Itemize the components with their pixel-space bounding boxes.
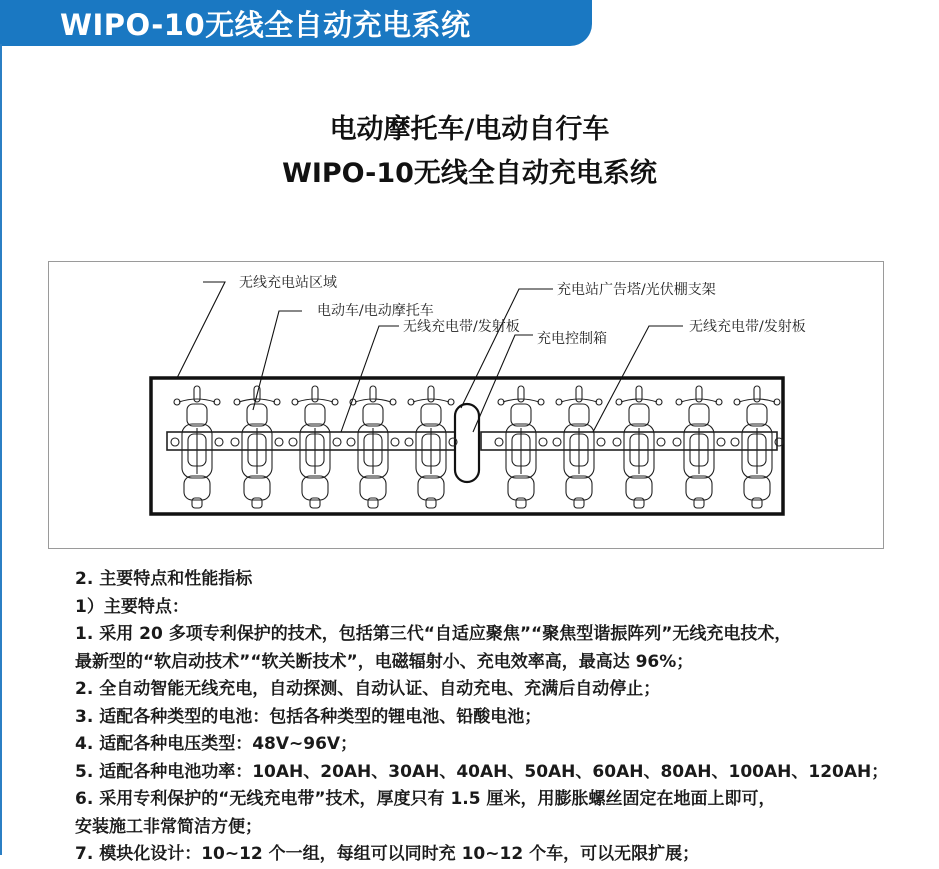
vehicle-icon: [347, 386, 399, 508]
feature-line: 安装施工非常简洁方便；: [75, 816, 262, 837]
header-banner: [0, 0, 592, 46]
page-title-line-1: 电动摩托车/电动自行车: [329, 114, 610, 145]
callout-band-right: 无线充电带/发射板: [689, 319, 806, 335]
page-title-line-2: WIPO-10无线全自动充电系统: [282, 158, 657, 189]
callout-control-box: 充电控制箱: [537, 331, 607, 347]
callout-zone: 无线充电站区域: [239, 275, 337, 291]
feature-line: 1. 采用 20 多项专利保护的技术，包括第三代“自适应聚焦”“聚焦型谐振阵列”无线充电技术，: [75, 624, 792, 644]
leader-control-box: [473, 335, 533, 432]
sub-heading: 1）主要特点：: [75, 596, 189, 617]
callout-tower: 充电站广告塔/光伏棚支架: [557, 282, 716, 298]
feature-line: 2. 全自动智能无线充电，自动探测、自动认证、自动充电、充满后自动停止；: [75, 679, 661, 699]
vehicle-icon: [731, 386, 783, 508]
control-box: [455, 404, 479, 482]
diagram-drawing: [49, 262, 885, 550]
feature-line: 5. 适配各种电池功率：10AH、20AH、30AH、40AH、50AH、60AH、80AH、100AH、120AH；: [75, 761, 889, 782]
callout-band-left: 无线充电带/发射板: [403, 319, 520, 335]
leader-tower: [461, 289, 553, 408]
callout-vehicle: 电动车/电动摩托车: [317, 303, 434, 319]
feature-line: 3. 适配各种类型的电池：包括各种类型的锂电池、铅酸电池；: [75, 706, 542, 727]
vehicle-icon: [231, 386, 283, 508]
vehicle-icon: [405, 386, 457, 508]
vehicle-icon: [289, 386, 341, 508]
feature-line: 4. 适配各种电压类型：48V~96V；: [75, 734, 358, 754]
charging-station-diagram: [48, 261, 884, 549]
feature-line: 最新型的“软启动技术”“软关断技术”，电磁辐射小、充电效率高，最高达 96%；: [75, 651, 694, 672]
page-title-block: [0, 108, 939, 196]
feature-line: 6. 采用专利保护的“无线充电带”技术，厚度只有 1.5 厘米，用膨胀螺丝固定在地面上即可，: [75, 789, 776, 809]
banner-title: WIPO-10无线全自动充电系统: [60, 8, 471, 42]
vehicle-icon: [495, 386, 547, 508]
leader-zone: [177, 282, 225, 378]
vehicle-icon: [613, 386, 665, 508]
section-heading: 2. 主要特点和性能指标: [75, 569, 253, 589]
feature-line: 7. 模块化设计：10~12 个一组，每组可以同时充 10~12 个车，可以无限扩展；: [75, 844, 700, 864]
vehicle-icon: [673, 386, 725, 508]
vehicle-icon: [171, 386, 223, 508]
features-section: [75, 566, 895, 869]
vehicle-icon: [553, 386, 605, 508]
